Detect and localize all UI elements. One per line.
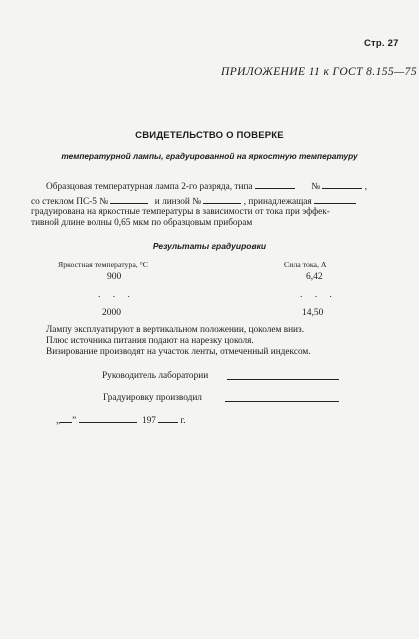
day-blank (60, 414, 72, 423)
note-line-3: Визирование производят на участок ленты, отмеченный индексом. (46, 347, 311, 357)
year-blank (158, 414, 178, 423)
lamp-number-blank (322, 180, 362, 189)
current-column-header: Сила тока, А (284, 260, 327, 269)
certificate-title: СВИДЕТЕЛЬСТВО О ПОВЕРКЕ (135, 130, 284, 141)
date-open-quote: „ (56, 416, 61, 426)
note-line-1: Лампу эксплуатируют в вертикальном положении, цоколем вниз. (46, 325, 305, 335)
note-line-2: Плюс источника питания подают на нарезку цоколя. (46, 336, 254, 346)
calibrated-by-signature-line (225, 401, 339, 402)
temperature-column-header: Яркостная температура, °С (58, 260, 148, 269)
owner-text: , принадлежащая (243, 197, 312, 207)
month-blank (79, 414, 137, 423)
lamp-type-blank (255, 180, 295, 189)
temperature-cell: 2000 (102, 308, 121, 318)
year-prefix: 197 (141, 416, 156, 426)
intro-line-4: тивной длине волны 0,65 мкм по образцовым приборам (31, 218, 253, 228)
lens-number-blank (203, 195, 241, 204)
glass-text: со стеклом ПС-5 № (31, 197, 109, 207)
temperature-ellipsis: . . . (98, 290, 135, 300)
head-of-lab-label: Руководитель лаборатории (102, 371, 209, 381)
appendix-reference: ПРИЛОЖЕНИЕ 11 к ГОСТ 8.155—75 (221, 66, 417, 78)
certificate-subtitle: температурной лампы, градуированной на яркостную температуру (61, 151, 358, 161)
glass-number-blank (110, 195, 148, 204)
date-close-quote: ” (72, 416, 77, 426)
head-of-lab-signature-line (227, 379, 339, 380)
page-number: Стр. 27 (364, 38, 399, 49)
calibrated-by-label: Градуировку производил (103, 393, 202, 403)
results-title: Результаты градуировки (152, 241, 267, 251)
number-sign: № (311, 182, 321, 192)
current-cell: 14,50 (302, 308, 324, 318)
lens-text: и линзой № (154, 197, 202, 207)
year-suffix: г. (180, 416, 186, 426)
intro-line-1 (46, 180, 367, 192)
temperature-cell: 900 (107, 272, 122, 282)
owner-blank (314, 195, 356, 204)
intro-line-2 (31, 195, 356, 207)
intro-line-3: градуирована на яркостные температуры в зависимости от тока при эффек- (31, 207, 330, 217)
current-cell: 6,42 (306, 272, 323, 282)
date-line (56, 414, 186, 426)
line-comma: , (364, 182, 368, 192)
current-ellipsis: . . . (300, 290, 337, 300)
intro-lamp-type-text: Образцовая температурная лампа 2-го разряда, типа (46, 182, 253, 192)
